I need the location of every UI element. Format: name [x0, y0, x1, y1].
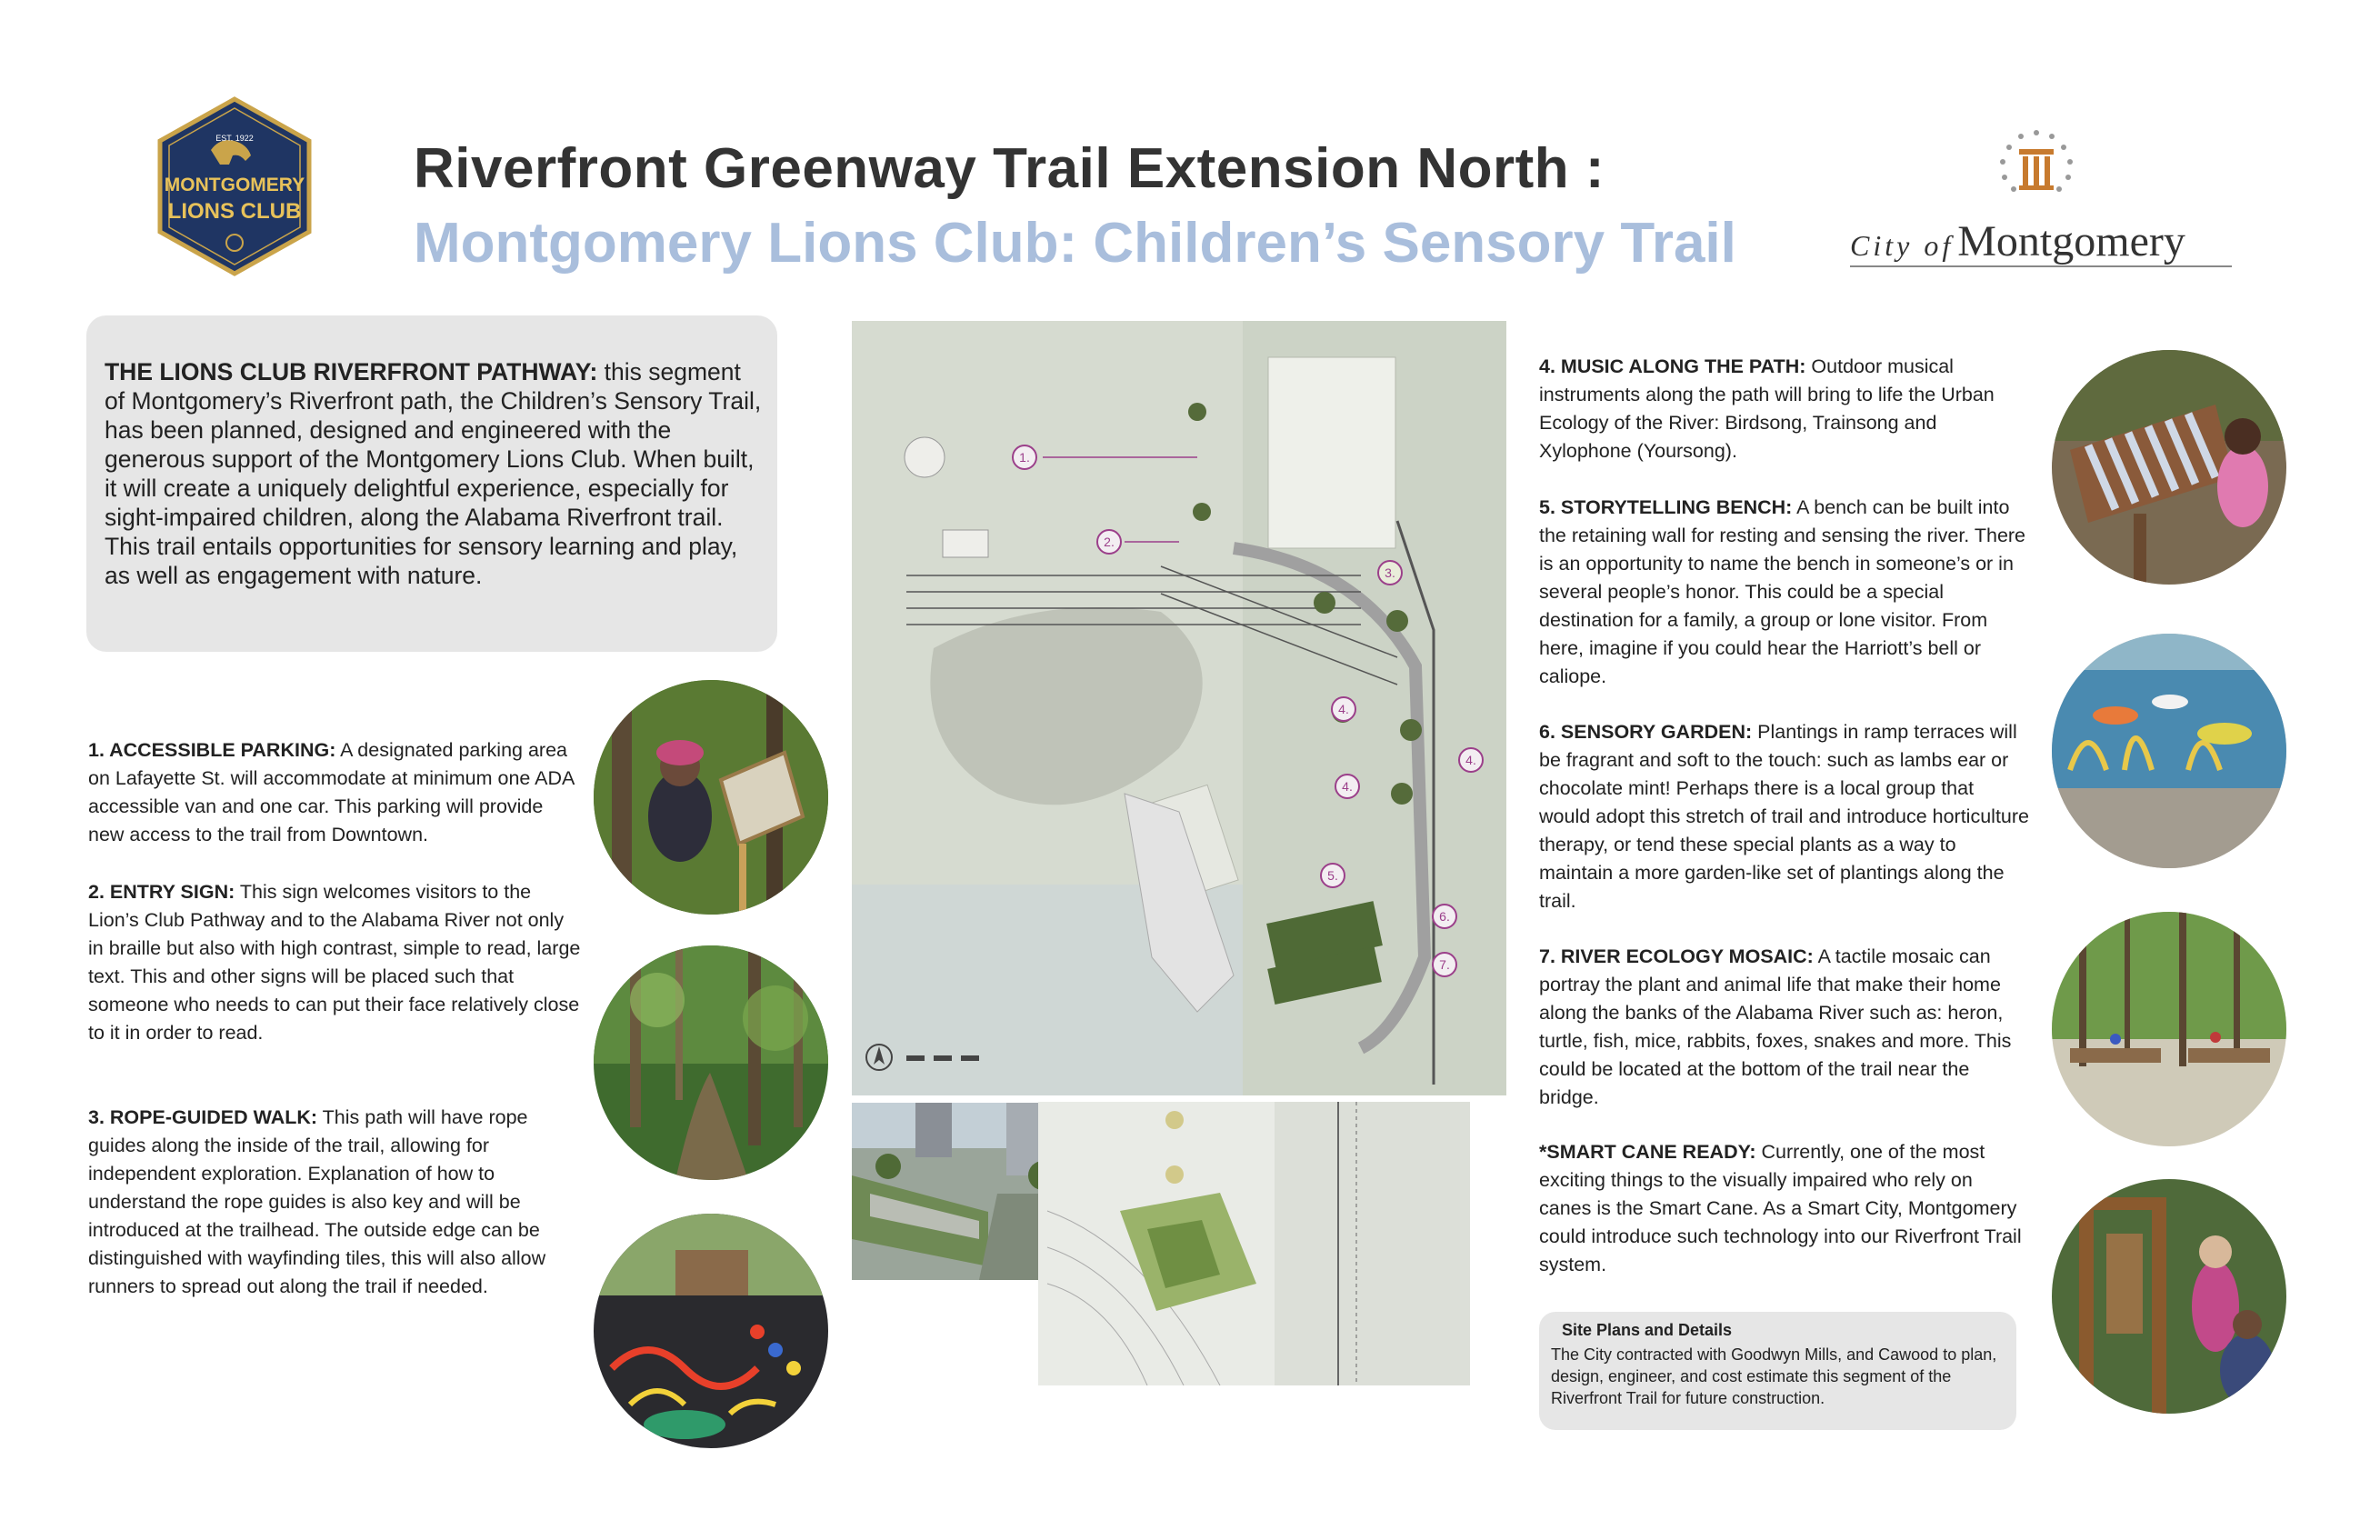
- page-title: Riverfront Greenway Trail Extension North :: [414, 137, 1605, 200]
- item-heading: 2. ENTRY SIGN:: [88, 881, 235, 903]
- page-subtitle: Montgomery Lions Club: Children’s Sensory Trail: [414, 212, 1736, 275]
- site-plan-map: [852, 321, 1506, 1095]
- lions-club-logo: [155, 95, 315, 277]
- photo-mosaic-wall: [2052, 634, 2286, 868]
- plan-marker: 6.: [1439, 909, 1450, 924]
- item-smart-cane-ready: [1539, 1138, 2030, 1279]
- item-entry-sign: [88, 878, 584, 1047]
- plan-marker: 5.: [1327, 868, 1338, 883]
- plan-marker: 4.: [1342, 779, 1353, 794]
- intro-heading: THE LIONS CLUB RIVERFRONT PATHWAY:: [105, 358, 598, 385]
- plan-marker: 1.: [1019, 450, 1030, 465]
- item-body: Currently, one of the most exciting things to the visually impaired who rely on canes is the Smart Cane. As a Smart City, Montgomery could introduce such technology into our Riverfront Trail system.: [1539, 1141, 2022, 1275]
- city-name: Montgomery: [1957, 217, 2185, 265]
- item-body: This sign welcomes visitors to the Lion’s Club Pathway and to the Alabama River not only in braille but also with high contrast, simple to read, large text. This and other signs will be placed such that someone who needs to can put their face relatively close to it in order to read.: [88, 881, 581, 1044]
- item-rope-guided-walk: [88, 1104, 584, 1301]
- photo-braille-sign: [594, 680, 828, 915]
- plan-marker: 3.: [1385, 565, 1395, 580]
- columns-icon: [1986, 127, 2086, 209]
- plan-marker: 4.: [1338, 702, 1349, 716]
- item-music-along-path: [1539, 353, 2030, 465]
- item-body: Outdoor musical instruments along the path will bring to life the Urban Ecology of the River: Birdsong, Trainsong and Xylophone (Yoursong).: [1539, 355, 1995, 462]
- item-accessible-parking: [88, 736, 584, 849]
- photo-sensory-station: [2052, 1179, 2286, 1414]
- item-river-ecology-mosaic: [1539, 943, 2030, 1112]
- item-body: A designated parking area on Lafayette St. will accommodate at minimum one ADA accessible van and one car. This parking will provide new access to the trail from Downtown.: [88, 739, 575, 845]
- photo-xylophone: [2052, 350, 2286, 585]
- item-body: A tactile mosaic can portray the plant and animal life that make their home along the banks of the Alabama River such as: heron, turtle, fish, mice, rabbits, foxes, snakes and more. This could be located at the bottom of the trail near the bridge.: [1539, 945, 2012, 1108]
- item-storytelling-bench: [1539, 494, 2030, 691]
- city-prefix: City of: [1850, 229, 1955, 262]
- item-heading: 4. MUSIC ALONG THE PATH:: [1539, 355, 1806, 377]
- item-heading: 5. STORYTELLING BENCH:: [1539, 496, 1793, 518]
- item-body: A bench can be built into the retaining wall for resting and sensing the river. There is an opportunity to name the bench in someone’s or in several people’s honor. This could be a special destination for a family, a group or lone visitor. From here, imagine if you could hear the Harriott’s bell or caliope.: [1539, 496, 2026, 687]
- plan-marker: 7.: [1439, 957, 1450, 972]
- lions-logo-line2: LIONS CLUB: [167, 199, 302, 224]
- item-body: This path will have rope guides along the inside of the trail, allowing for independent exploration. Explanation of how to understand the rope guides is also key and will be introduced at the trailhead. The outside edge can be distinguished with wayfinding tiles, this will also allow runners to spread out along the trail if needed.: [88, 1106, 546, 1297]
- photo-forest-path: [594, 945, 828, 1180]
- item-body: Plantings in ramp terraces will be fragrant and soft to the touch: such as lambs ear or chocolate mint! Perhaps there is a local group that would adopt this stretch of trail and introduce horticulture therapy, or tend these special plants as a way to maintain a more garden-like set of plantings along the trail.: [1539, 721, 2029, 912]
- photo-playground-path: [594, 1214, 828, 1448]
- intro-text: [105, 357, 764, 590]
- city-logo-rule: [1850, 265, 2232, 267]
- lions-est-label: EST. 1922: [215, 134, 254, 143]
- item-sensory-garden: [1539, 718, 2030, 915]
- garden-detail-plan: [1038, 1102, 1470, 1385]
- photo-forest-playground: [2052, 912, 2286, 1146]
- item-heading: 3. ROPE-GUIDED WALK:: [88, 1106, 318, 1128]
- item-heading: 1. ACCESSIBLE PARKING:: [88, 739, 336, 761]
- intro-body: this segment of Montgomery’s Riverfront path, the Children’s Sensory Trail, has been planned, designed and engineered with the generous support of the Montgomery Lions Club. When built, it will create a uniquely delightful experience, especially for sight-impaired children, along the Alabama Riverfront trail. This trail entails opportunities for sensory learning and play, as well as engagement with nature.: [105, 358, 762, 589]
- lions-logo-line1: MONTGOMERY: [164, 175, 305, 195]
- site-plans-title: Site Plans and Details: [1562, 1321, 1733, 1339]
- item-heading: 7. RIVER ECOLOGY MOSAIC:: [1539, 945, 1814, 967]
- city-of-montgomery-logo: [1850, 127, 2232, 273]
- plan-marker: 4.: [1465, 753, 1476, 767]
- item-heading: 6. SENSORY GARDEN:: [1539, 721, 1753, 743]
- item-heading: *SMART CANE READY:: [1539, 1141, 1756, 1163]
- plan-marker: 2.: [1104, 535, 1115, 549]
- site-plans-body: The City contracted with Goodwyn Mills, and Cawood to plan, design, engineer, and cost estimate this segment of the Riverfront Trail for future construction.: [1551, 1345, 1997, 1407]
